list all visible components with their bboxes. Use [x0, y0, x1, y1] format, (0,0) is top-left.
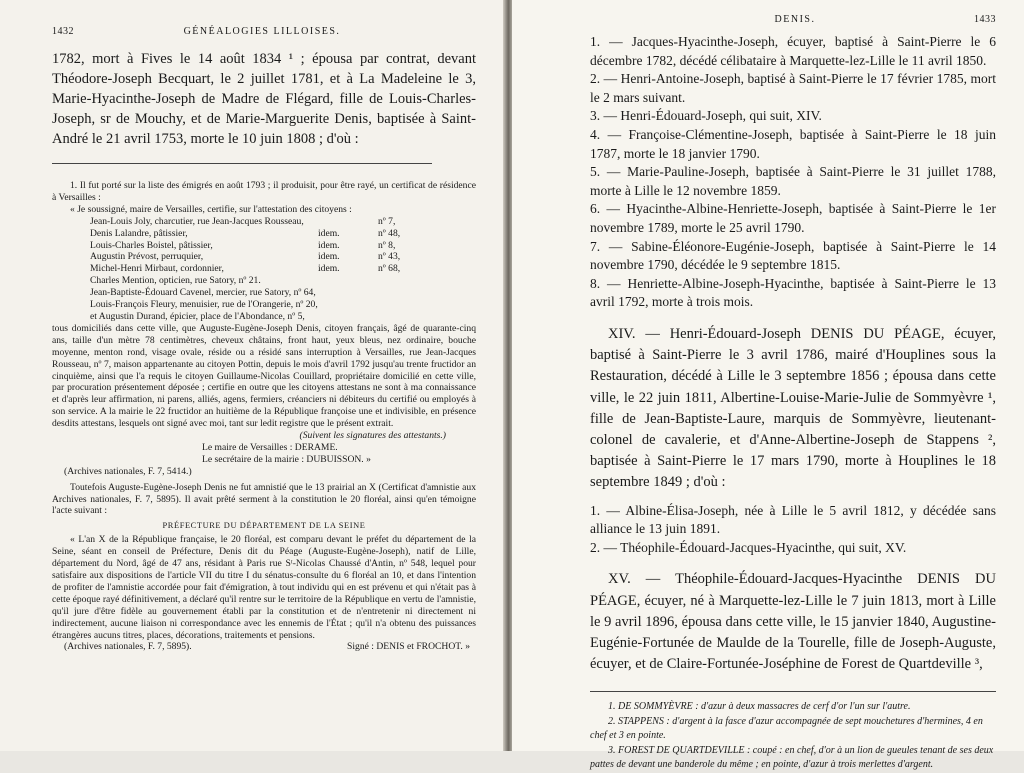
child-entry: 3. — Henri-Édouard-Joseph, qui suit, XIV. [590, 108, 822, 124]
witness-line: et Augustin Durand, épicier, place de l'Abondance, nº 5, [90, 310, 305, 322]
witness-idem: idem. [318, 263, 340, 275]
right-page [512, 0, 1024, 771]
footnote-1-intro: 1. Il fut porté sur la liste des émigrés en août 1793 ; il produisit, pour être rayé, un certificat de résidence à Versailles : [52, 180, 476, 203]
witness-number: nº 8, [378, 239, 396, 251]
witness-number: nº 43, [378, 251, 401, 263]
left-running-title: GÉNÉALOGIES LILLOISES. [183, 26, 341, 37]
witness-number: nº 7, [378, 215, 396, 227]
xiv-children-list [590, 502, 996, 558]
left-main-paragraph: 1782, mort à Fives le 14 août 1834 ¹ ; épousa par contrat, devant Théodore-Joseph Becquart, le 2 juillet 1781, et à La Madeleine le 3, Marie-Hyacinthe-Joseph de Madre de Flégard, fille de Louis-Charles-Joseph, sr de Mouchy, et de Marie-Marguerite Denis, baptisée à Saint-André le 21 avril 1753, morte le 10 juin 1808 ; d'où : [52, 51, 476, 147]
xiv-child-entry: 1. — Albine-Élisa-Joseph, née à Lille le 5 avril 1812, y décédée sans alliance le 13 juin 1891. [590, 502, 996, 537]
witness-list [90, 216, 476, 276]
prefecture-text: « L'an X de la République française, le 20 floréal, est comparu devant le préfet du département de la Seine, séant en conseil de Préfecture, Denis dit du Péage (Auguste-Eugène-Joseph), natif de Lille, département du Nord, âgé de 47 ans, résidant à Paris rue Sᵗ-Nicolas Chaussé d'Antin, nº 548, lequel pour satisfaire aux dispositions de l'article VII du titre I du sénatus-consulte du 6 floréal an 10, et dans l'intention de profiter de l'amnistie accordée pour fait d'émigration, à tout individu qui en est prévenu et qui n'était pas à cette époque rayé définitivement, a déclaré qu'il rentre sur le territoire de la République en vertu de l'amnistie, qu'il jure d'être fidèle au gouvernement établi par la constitution et de n'entretenir ni directement ni indirectement, aucune liaison ni correspondance avec les ennemis de l'État ; qu'il n'a obtenu des puissances étrangères aucuns titres, places, décorations, traitements et pensions. [52, 534, 476, 641]
footnote-1-body: tous domiciliés dans cette ville, que Auguste-Eugène-Joseph Denis, citoyen français, âgé de quarante-cinq ans, taille d'un mètre 78 centimètres, cheveux châtains, front haut, yeux bleus, nez ordinaire, bouche moyenne, menton rond, visage ovale, réside ou a résidé sans interruption à Versailles, rue Jean-Jacques Rousseau, nº 7, maison appartenante au citoyen Pottin, depuis le mois d'avril 1792 jusqu'au trente fructidor an cinquième, ainsi que l'a requis le citoyen Guillaume-Nicolas Couillard, propriétaire domicilié en cette ville, par procuration présentement déposée ; certifie en outre que les citoyens attestans ne sont à ma connaissance et d'après leur affirmation, ni parens, alliés, agens, fermiers, créanciers ni débiteurs du certifié ou employés à son service. A la mairie le 22 fructidor an huitième de la République françoise une et indivisible, en présence desdits attestans, lesquels ont signé avec moi, tant sur ledit registre que le présent extrait. [52, 322, 476, 430]
footnote-sommyevre: 1. DE SOMMYÈVRE : d'azur à deux massacres de cerf d'or l'un sur l'autre. [608, 701, 911, 713]
mayor-line: Le maire de Versailles : DERAME. [202, 441, 338, 453]
child-entry: 7. — Sabine-Éléonore-Eugénie-Joseph, baptisée à Saint-Pierre le 14 novembre 1790, décédée le 9 septembre 1815. [590, 238, 996, 273]
witness-line: Charles Mention, opticien, rue Satory, nº 21. [90, 275, 261, 287]
section-xv: XV. — Théophile-Édouard-Jacques-Hyacinthe DENIS DU PÉAGE, écuyer, né à Marquette-lez-Lille le 7 juin 1813, mort à Lille le 9 avril 1896, épousa dans cette ville, le 15 janvier 1840, Augustine-Eugénie-Fortunée de Maulde de la Tourelle, fille de Joseph-Auguste, écuyer, et de Claire-Fortunée-Joséphine de Forest de Quartdeville ³, [590, 571, 996, 673]
child-entry: 4. — Françoise-Clémentine-Joseph, baptisée à Saint-Pierre le 18 juin 1787, morte le 18 janvier 1790. [590, 126, 996, 161]
child-entry: 2. — Henri-Antoine-Joseph, baptisé à Saint-Pierre le 17 février 1785, mort le 2 mars suivant. [590, 71, 996, 105]
witness-number: nº 68, [378, 263, 401, 275]
child-entry: 6. — Hyacinthe-Albine-Henriette-Joseph, baptisée à Saint-Pierre le 1er novembre 1789, morte le 25 avril 1790. [590, 201, 996, 235]
children-list [590, 33, 996, 312]
footnote-forest-de-quartdeville: 3. FOREST DE QUARTDEVILLE : coupé : en chef, d'or à un lion de gueules tenant de ses deux pattes de devant une banderole du même ; en pointe, d'azur à trois merlettes d'argent. [590, 744, 994, 771]
footnote-1-quote-open: « Je soussigné, maire de Versailles, certifie, sur l'attestation des citoyens : [70, 203, 352, 215]
witness-lines [90, 275, 476, 323]
child-entry: 5. — Marie-Pauline-Joseph, baptisée à Saint-Pierre le 31 juillet 1788, morte à Lille le 12 novembre 1859. [590, 164, 996, 198]
amnesty-paragraph: Toutefois Auguste-Eugène-Joseph Denis ne fut amnistié que le 13 prairial an X (Certificat d'amnistie aux Archives nationales, F. 7, 5895). Il avait prêté serment à la constitution le 20 floréal, ainsi qu'en témoigne l'acte suivant : [52, 481, 476, 517]
prefecture-heading: PRÉFECTURE DU DÉPARTEMENT DE LA SEINE [162, 521, 366, 531]
witness-number: nº 48, [378, 227, 401, 239]
right-running-title: DENIS. [774, 14, 816, 25]
section-xiv: XIV. — Henri-Édouard-Joseph DENIS DU PÉAGE, écuyer, baptisé à Saint-Pierre le 3 avril 1786, mairé d'Houplines sous la Restauration, décédé à Lille le 3 septembre 1856 ; épousa dans cette ville, le 22 juin 1811, Albertine-Louise-Marie-Julie de Sommyèvre ¹, fille de Jean-Baptiste-Laure, marquis de Sommyèvre, lieutenant-colonel de cavalerie, et d'Anne-Albertine-Joseph de Stappens ², baptisée à Saint-Pierre le 17 mars 1790, morte à Houplines le 18 septembre 1849 ; d'où : [590, 325, 996, 491]
right-page-number: 1433 [973, 14, 996, 25]
archives-reference-2: (Archives nationales, F. 7, 5895). [64, 641, 192, 653]
witness-name: Michel-Henri Mirbaut, cordonnier, [90, 263, 224, 275]
witness-line: Louis-François Fleury, menuisier, rue de l'Orangerie, nº 20, [90, 299, 318, 311]
witness-line: Jean-Baptiste-Édouard Cavenel, mercier, rue Satory, nº 64, [90, 287, 316, 299]
child-entry: 1. — Jacques-Hyacinthe-Joseph, écuyer, baptisé à Saint-Pierre le 6 décembre 1782, décédé célibataire à Marquette-lez-Lille le 11 avril 1850. [590, 34, 996, 68]
signatures-note: (Suivent les signatures des attestants.) [299, 430, 446, 442]
witness-name: Augustin Prévost, perruquier, [90, 251, 204, 263]
witness-idem: idem. [318, 251, 340, 263]
right-page-header [590, 14, 996, 25]
xiv-child-entry: 2. — Théophile-Édouard-Jacques-Hyacinthe, qui suit, XV. [590, 539, 907, 555]
left-page-header [52, 26, 476, 37]
child-entry: 8. — Henriette-Albine-Joseph-Hyacinthe, baptisée à Saint-Pierre le 13 avril 1792, morte à trois mois. [590, 275, 996, 310]
secretary-line: Le secrétaire de la mairie : DUBUISSON. » [202, 453, 371, 465]
right-footnote-separator [590, 691, 996, 692]
footnote-stappens: 2. STAPPENS : d'argent à la fasce d'azur accompagnée de sept mouchetures d'hermines, 4 en chef et 3 en pointe. [590, 715, 983, 742]
witness-idem: idem. [318, 239, 340, 251]
witness-name: Louis-Charles Boistel, pâtissier, [90, 239, 213, 251]
left-page [0, 0, 506, 751]
witness-name: Jean-Louis Joly, charcutier, rue Jean-Jacques Rousseau, [90, 215, 304, 227]
left-footnote-separator [52, 163, 432, 164]
witness-name: Denis Lalandre, pâtissier, [90, 227, 188, 239]
witness-idem: idem. [318, 227, 340, 239]
signed-line: Signé : DENIS et FROCHOT. » [347, 641, 470, 653]
archives-reference-1: (Archives nationales, F. 7, 5414.) [64, 465, 192, 477]
left-page-number: 1432 [52, 26, 74, 37]
